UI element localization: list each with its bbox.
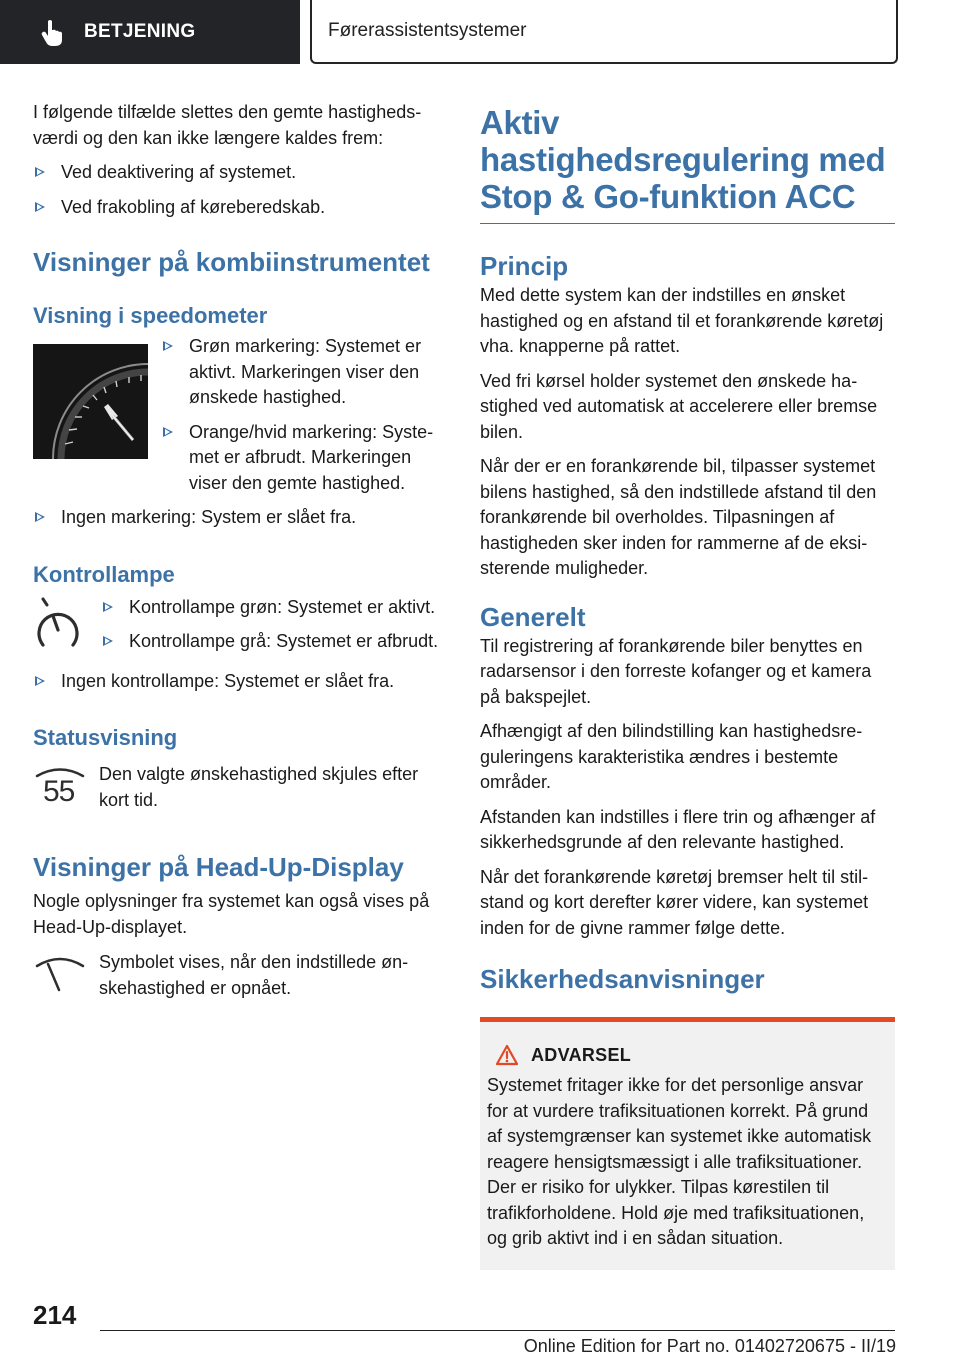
warning-header bbox=[495, 1044, 888, 1066]
hud-paragraph: Nogle oplysninger fra systemet kan også vises på Head-Up-displayet. bbox=[33, 891, 430, 937]
list-item: Ingen kontrollampe: Systemet er slået fra. bbox=[33, 669, 445, 695]
warning-triangle-icon bbox=[495, 1044, 519, 1066]
bullet-triangle-icon bbox=[163, 427, 173, 437]
bullet-triangle-icon bbox=[35, 676, 45, 686]
list-item: Ingen markering: System er slået fra. bbox=[33, 505, 445, 531]
acc-indicator-icon bbox=[33, 595, 83, 655]
hud-row bbox=[33, 950, 445, 1005]
warning-box bbox=[480, 1017, 895, 1270]
generelt-paragraph: Når det forankørende køretøj bremser helt til stilstand og kort derefter kører videre, kan systemet inden for de givne rammer følge dette. bbox=[480, 866, 869, 938]
heading-sikkerhedsanvisninger: Sikkerhedsanvisninger bbox=[480, 964, 765, 994]
princip-paragraph: Med dette system kan der indstilles en ønsket hastighed og en afstand til et forankørende køretøj vha. knapperne på rattet. bbox=[480, 285, 884, 356]
section-label: BETJENING bbox=[84, 21, 196, 42]
bullet-triangle-icon bbox=[35, 167, 45, 177]
heading-kombiinstrument: Visninger på kombiinstrumentet bbox=[33, 247, 430, 277]
hand-pointer-icon bbox=[38, 17, 68, 47]
warning-title: ADVARSEL bbox=[531, 1044, 632, 1065]
intro-list bbox=[33, 160, 445, 220]
generelt-paragraph: Afhængigt af den bilindstilling kan hastighedsreguleringens karakteristika ændres i bestemte områder. bbox=[480, 721, 863, 792]
section-tab[interactable] bbox=[0, 0, 300, 64]
speedometer-image bbox=[33, 344, 148, 459]
page-number: 214 bbox=[33, 1300, 77, 1330]
kontrollampe-off-list bbox=[33, 669, 445, 695]
generelt-paragraph: Afstanden kan indstilles i flere trin og afhænger af sikkerhedsgrunde af den relevante hastighed. bbox=[480, 806, 876, 852]
hud-symbol-text: Symbolet vises, når den indstillede ønskehastighed er opnået. bbox=[99, 952, 409, 998]
chapter-label: Førerassistentsystemer bbox=[328, 20, 527, 41]
status-text: Den valgte ønskehastighed skjules efter kort tid. bbox=[99, 764, 419, 810]
speedometer-row bbox=[33, 334, 445, 496]
bullet-triangle-icon bbox=[35, 512, 45, 522]
heading-statusvisning: Statusvisning bbox=[33, 725, 178, 750]
bullet-triangle-icon bbox=[103, 602, 113, 612]
heading-kontrollampe: Kontrollampe bbox=[33, 561, 175, 587]
generelt-paragraph: Til registrering af forankørende biler benyttes en radarsensor i den forreste kofanger og et kamera på bakspejlet. bbox=[480, 635, 872, 707]
list-item: Ved deaktivering af systemet. bbox=[33, 160, 445, 186]
list-item: Kontrollampe grå: Systemet er afbrudt. bbox=[101, 629, 445, 655]
heading-head-up-display: Visninger på Head-Up-Display bbox=[33, 852, 404, 882]
princip-paragraph: Når der er en forankørende bil, tilpasser systemet bilens hastighed, så den indstillede afstand til den forankørende bil overholdes. Tilpasningen af hastigheden sker inden for rammerne af de eksisterende muligheder. bbox=[480, 456, 877, 578]
chapter-tab[interactable] bbox=[310, 0, 898, 64]
list-item: Ved frakobling af køreberedskab. bbox=[33, 195, 445, 221]
heading-princip: Princip bbox=[480, 251, 569, 281]
heading-generelt: Generelt bbox=[480, 601, 586, 632]
list-item: Grøn markering: Systemet er aktivt. Markeringen viser den ønskede hastighed. bbox=[161, 334, 445, 411]
page-header bbox=[0, 0, 960, 66]
kontrollampe-list bbox=[101, 595, 445, 655]
kontrollampe-row bbox=[33, 595, 445, 660]
heading-speedometer: Visning i speedometer bbox=[33, 303, 268, 328]
status-speed-value: 55 bbox=[43, 775, 75, 808]
main-title: Aktiv hastighedsregulering med Stop & Go-funktion ACC bbox=[480, 104, 886, 215]
edition-info: Online Edition for Part no. 01402720675 - II/19 bbox=[523, 1336, 896, 1356]
list-item: Kontrollampe grøn: Systemet er aktivt. bbox=[101, 595, 445, 621]
list-item: Orange/hvid markering: Systemet er afbrudt. Markeringen viser den gemte hastighed. bbox=[161, 420, 445, 497]
intro-paragraph: I følgende tilfælde slettes den gemte hastighedsværdi og den kan ikke længere kaldes frem: bbox=[33, 102, 422, 148]
status-row bbox=[33, 762, 445, 813]
bullet-triangle-icon bbox=[103, 636, 113, 646]
princip-paragraph: Ved fri kørsel holder systemet den ønskede hastighed ved automatisk at accelerere eller bremse bilen. bbox=[480, 370, 878, 442]
bullet-triangle-icon bbox=[163, 341, 173, 351]
left-column bbox=[33, 100, 445, 1005]
footer-divider bbox=[100, 1330, 895, 1331]
right-column bbox=[480, 104, 895, 1270]
speedo-list bbox=[161, 334, 445, 496]
speedo-off-list bbox=[33, 505, 445, 531]
warning-text: Systemet fritager ikke for det personlige ansvar for at vurdere trafiksituationen korrekt. På grund af systemgrænser kan systemet ikke automatisk reagere hensigtsmæssigt i alle trafiksituationer. Der er risiko for ulykker. Tilpas kørestilen til trafikforholdene. Hold øje med trafiksituationen, og grib aktivt ind i en sådan situation. bbox=[487, 1075, 872, 1248]
hud-speed-reached-icon bbox=[33, 950, 87, 1000]
title-divider bbox=[480, 223, 895, 224]
bullet-triangle-icon bbox=[35, 202, 45, 212]
